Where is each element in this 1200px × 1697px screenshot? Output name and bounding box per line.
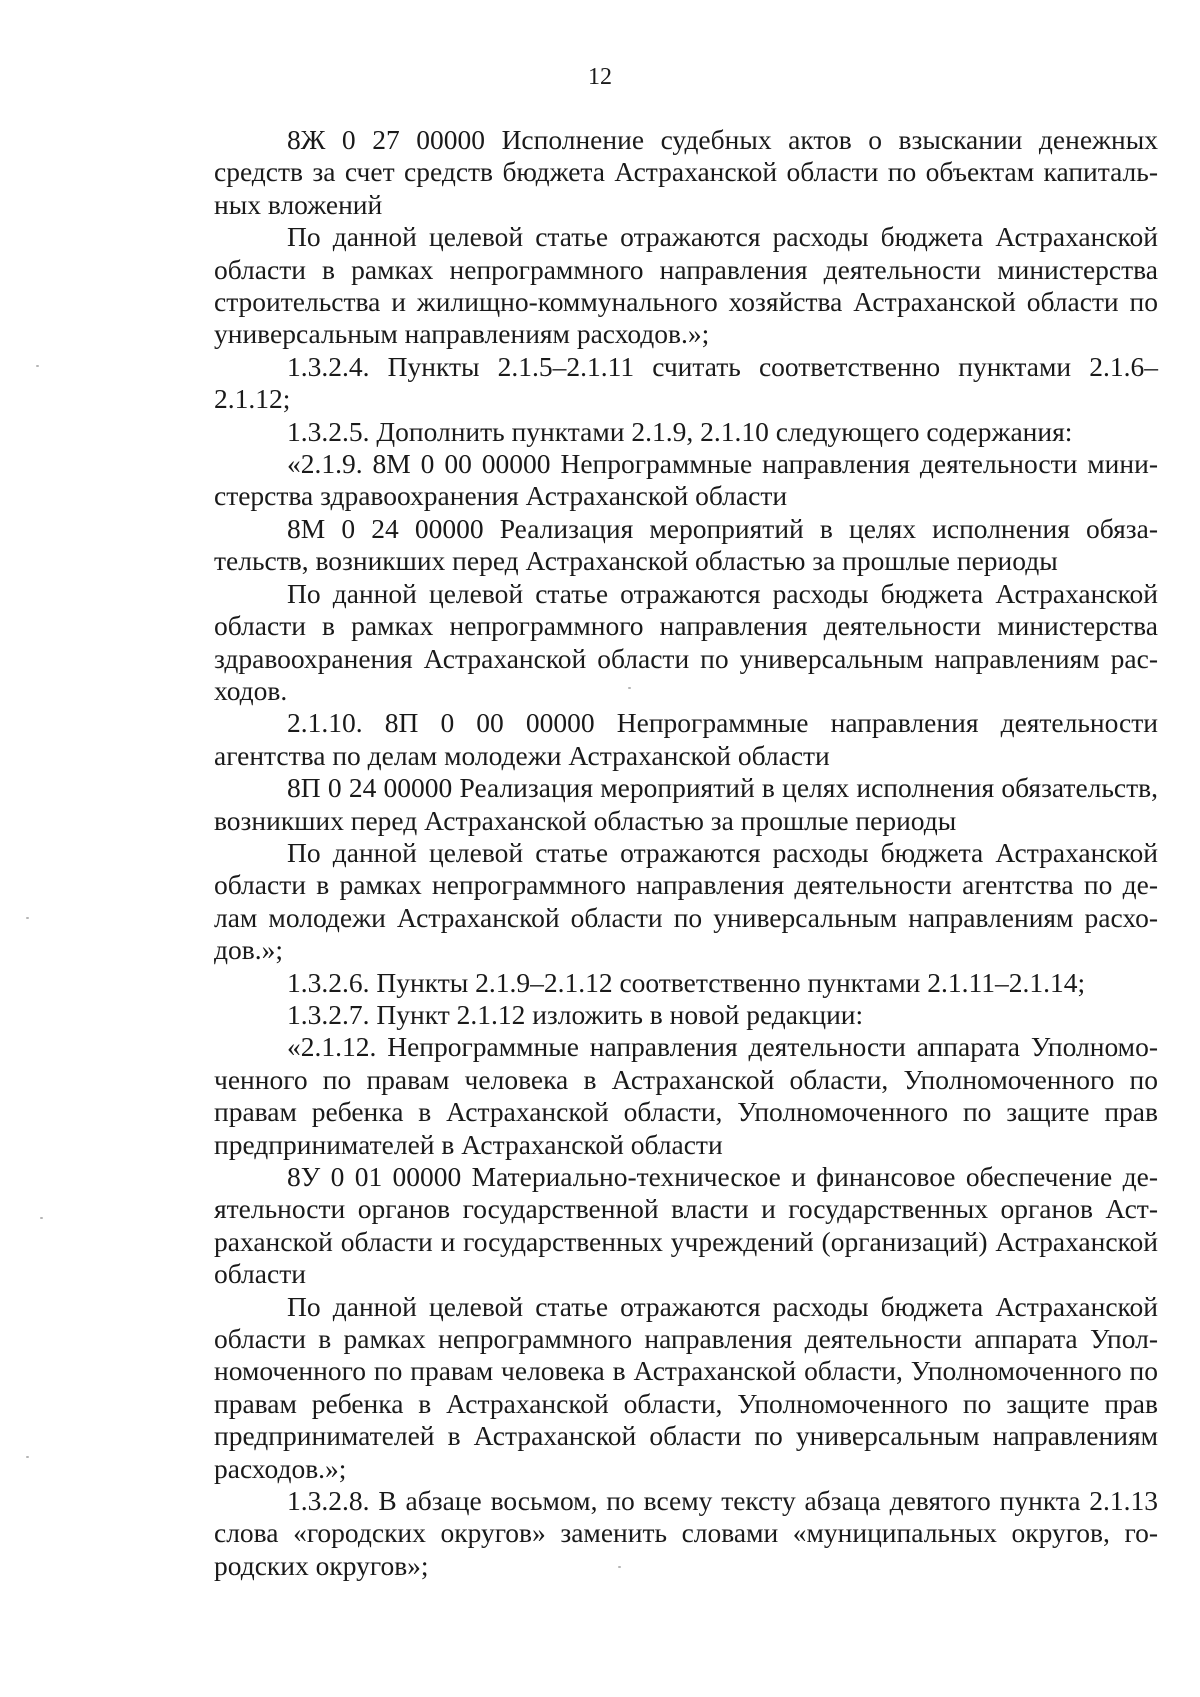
paragraph-1-3-2-7: 1.3.2.7. Пункт 2.1.12 изложить в новой редакции: bbox=[287, 998, 864, 1030]
paragraph-target-article-youth: По данной целевой статье отражаются расходы бюджета Астраханской области в рамках непрограммного направления деятельности агентства по делам молодежи Астраханской области по универсальным направлениям расходов.»; bbox=[214, 836, 1158, 966]
scan-speck bbox=[40, 1217, 43, 1219]
paragraph-8zh-0-27: 8Ж 0 27 00000 Исполнение судебных актов о взыскании денежных средств за счет средств бюджета Астраханской области по объектам капитальных вложений bbox=[214, 124, 1158, 220]
paragraph-8m-0-24: 8М 0 24 00000 Реализация мероприятий в целях исполнения обязательств, возникших перед Астраханской областью за прошлые периоды bbox=[214, 512, 1158, 577]
paragraph-target-article-ombudsman: По данной целевой статье отражаются расходы бюджета Астраханской области в рамках непрограммного направления деятельности аппарата Уполномоченного по правам человека в Астраханской области, Уполномоченного по правам ребенка в Астраханской области, Уполномоченного по защите прав предпринимателей в Астраханской области по универсальным направлениям расходов.»; bbox=[214, 1290, 1158, 1484]
paragraph-target-article-construction: По данной целевой статье отражаются расходы бюджета Астраханской области в рамках непрограммного направления деятельности министерства строительства и жилищно-коммунального хозяйства Астраханской области по универсальным направлениям расходов.»; bbox=[214, 221, 1158, 350]
paragraph-1-3-2-5: 1.3.2.5. Дополнить пунктами 2.1.9, 2.1.10 следующего содержания: bbox=[287, 415, 1073, 447]
paragraph-2-1-10: 2.1.10. 8П 0 00 00000 Непрограммные направления деятельности агентства по делам молодежи Астраханской области bbox=[214, 707, 1158, 771]
scan-speck bbox=[26, 1456, 29, 1458]
document-body bbox=[214, 124, 1158, 1582]
paragraph-8u-0-01: 8У 0 01 00000 Материально-техническое и финансовое обеспечение деятельности органов государственной власти и государственных органов Астраханской области и государственных учреждений (организаций) Астраханской области bbox=[214, 1161, 1158, 1290]
scan-speck bbox=[618, 1566, 621, 1568]
scan-speck bbox=[628, 687, 631, 689]
paragraph-2-1-12: «2.1.12. Непрограммные направления деятельности аппарата Уполномоченного по правам человека в Астраханской области, Уполномоченного по правам ребенка в Астраханской области, Уполномоченного по защите прав предпринимателей в Астраханской области bbox=[214, 1031, 1158, 1160]
paragraph-2-1-9: «2.1.9. 8М 0 00 00000 Непрограммные направления деятельности министерства здравоохранения Астраханской области bbox=[214, 448, 1158, 512]
paragraph-1-3-2-4: 1.3.2.4. Пункты 2.1.5–2.1.11 считать соответственно пунктами 2.1.6–2.1.12; bbox=[214, 350, 1158, 415]
page-number: 12 bbox=[588, 64, 612, 90]
scan-speck bbox=[36, 365, 39, 367]
paragraph-8p-0-24: 8П 0 24 00000 Реализация мероприятий в целях исполнения обязательств, возникших перед Астраханской областью за прошлые периоды bbox=[214, 772, 1158, 836]
paragraph-target-article-health: По данной целевой статье отражаются расходы бюджета Астраханской области в рамках непрограммного направления деятельности министерства здравоохранения Астраханской области по универсальным направлениям расходов. bbox=[214, 577, 1158, 706]
paragraph-1-3-2-8: 1.3.2.8. В абзаце восьмом, по всему тексту абзаца девятого пункта 2.1.13 слова «городских округов» заменить словами «муниципальных округов, городских округов»; bbox=[214, 1485, 1158, 1581]
paragraph-1-3-2-6: 1.3.2.6. Пункты 2.1.9–2.1.12 соответственно пунктами 2.1.11–2.1.14; bbox=[287, 966, 1086, 998]
scan-speck bbox=[26, 917, 29, 919]
